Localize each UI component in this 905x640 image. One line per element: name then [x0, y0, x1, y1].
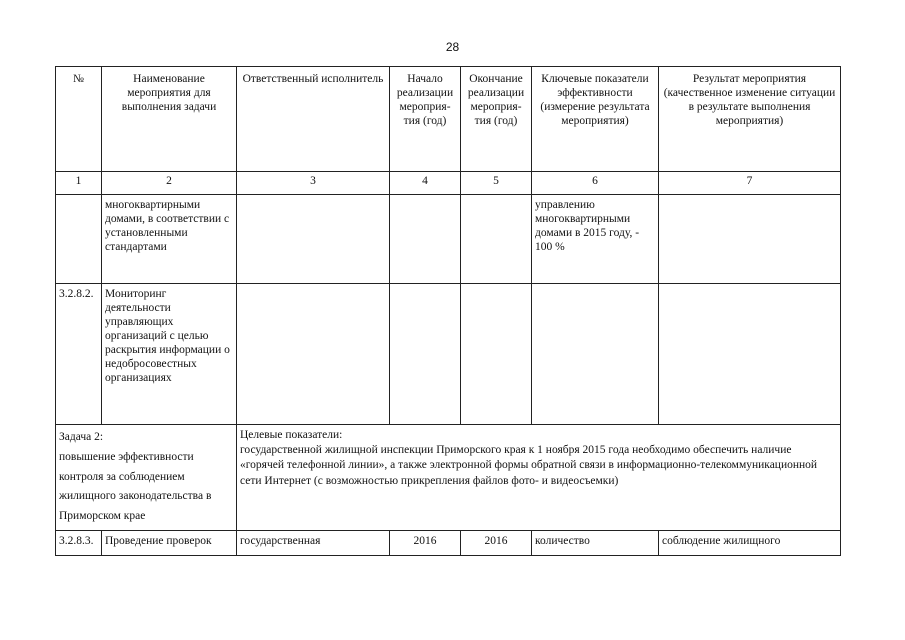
end-year-cell: [461, 195, 532, 284]
column-number-cell: 1: [56, 172, 102, 195]
task-cell: [56, 425, 237, 531]
column-number-cell: 6: [532, 172, 659, 195]
column-number-cell: 5: [461, 172, 532, 195]
header-start-year: Начало реализации мероприя-тия (год): [390, 67, 461, 172]
target-indicators-text: государственной жилищной инспекции Приморского края к 1 ноября 2015 года необходимо обеспечить наличие «горячей телефонной линии», а также электронной формы обратной связи в информационно-телекоммуникационной сети Интернет (с возможностью прикрепления файлов фото- и видеосъемки): [240, 444, 818, 487]
executor-cell: [237, 284, 390, 425]
measure-name-cell: Проведение проверок: [102, 530, 237, 555]
measure-name-cell: многоквартирными домами, в соответствии с установленными стандартами: [102, 195, 237, 284]
measure-name-cell: Мониторинг деятельности управляющих организаций с целью раскрытия информации о недобросовестных организациях: [102, 284, 237, 425]
column-number-cell: 7: [659, 172, 841, 195]
header-result: Результат мероприятия (качественное изменение ситуации в результате выполнения мероприятия): [659, 67, 841, 172]
row-number-cell: 3.2.8.3.: [56, 530, 102, 555]
executor-cell: [237, 195, 390, 284]
target-indicators-label: Целевые показатели:: [240, 429, 343, 441]
target-indicators-cell: [237, 425, 841, 531]
column-number-cell: 2: [102, 172, 237, 195]
start-year-cell: 2016: [390, 530, 461, 555]
row-number-cell: [56, 195, 102, 284]
column-number-cell: 3: [237, 172, 390, 195]
task-row: [56, 425, 841, 531]
indicator-cell: [532, 284, 659, 425]
task-title: Задача 2:: [59, 431, 104, 443]
page-number: 28: [445, 40, 460, 54]
result-cell: [659, 195, 841, 284]
end-year-cell: 2016: [461, 530, 532, 555]
indicator-cell: управлению многоквартирными домами в 2015 году, - 100 %: [532, 195, 659, 284]
header-end-year: Окончание реализации мероприя-тия (год): [461, 67, 532, 172]
table-row: [56, 284, 841, 425]
start-year-cell: [390, 195, 461, 284]
header-executor: Ответственный исполнитель: [237, 67, 390, 172]
result-cell: [659, 284, 841, 425]
result-cell: соблюдение жилищного: [659, 530, 841, 555]
table-row: [56, 530, 841, 555]
indicator-cell: количество: [532, 530, 659, 555]
header-number: №: [56, 67, 102, 172]
row-number-cell: 3.2.8.2.: [56, 284, 102, 425]
column-number-cell: 4: [390, 172, 461, 195]
column-number-row: [56, 172, 841, 195]
start-year-cell: [390, 284, 461, 425]
executor-cell: государственная: [237, 530, 390, 555]
end-year-cell: [461, 284, 532, 425]
task-description: повышение эффективности контроля за соблюдением жилищного законодательства в Приморском крае: [59, 450, 212, 523]
header-key-indicators: Ключевые показатели эффективности (измерение результата мероприятия): [532, 67, 659, 172]
measures-table: [55, 66, 841, 556]
header-measure-name: Наименование мероприятия для выполнения задачи: [102, 67, 237, 172]
header-row: [56, 67, 841, 172]
table-row: [56, 195, 841, 284]
